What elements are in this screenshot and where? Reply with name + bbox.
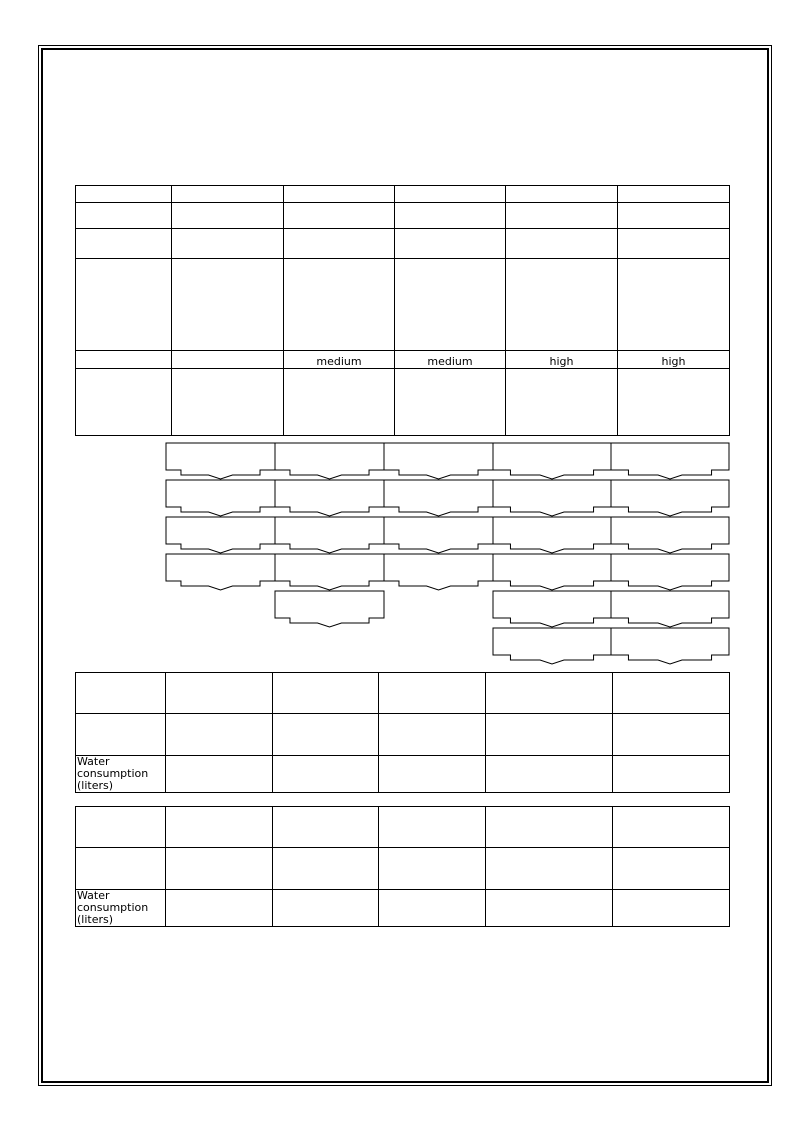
flow-step-arrow-box: [166, 443, 275, 479]
results-table-1: [75, 672, 730, 793]
flow-step-arrow-box: [493, 517, 611, 553]
table-cell: medium: [395, 351, 506, 369]
flow-step-arrow-box: [275, 591, 384, 627]
table-cell: [613, 848, 730, 890]
table-cell: [379, 848, 486, 890]
flow-step-arrow-box: [493, 554, 611, 590]
flow-step-arrow-box: [166, 480, 275, 516]
table-cell: [273, 848, 379, 890]
table-cell: [486, 807, 613, 848]
table-row: [76, 756, 730, 793]
table-cell: [486, 848, 613, 890]
table-cell: [379, 714, 486, 756]
table-cell: [379, 756, 486, 793]
table-cell: [613, 890, 730, 927]
table-row: [76, 714, 730, 756]
results-table-2: [75, 806, 730, 927]
flow-step-arrow-box: [611, 554, 729, 590]
table-cell: [486, 673, 613, 714]
table-cell: [166, 673, 273, 714]
table-row: [76, 807, 730, 848]
table-cell: [379, 890, 486, 927]
flow-step-arrow-box: [611, 591, 729, 627]
table-cell: high: [618, 351, 730, 369]
table-cell: [76, 673, 166, 714]
flow-step-arrow-box: [493, 443, 611, 479]
table-cell: [76, 807, 166, 848]
table-cell: [486, 890, 613, 927]
flow-step-arrow-box: [166, 554, 275, 590]
table-cell: [613, 756, 730, 793]
flow-step-arrow-box: [384, 517, 493, 553]
flow-step-arrow-box: [166, 517, 275, 553]
table-cell: [486, 756, 613, 793]
flow-step-arrow-box: [493, 591, 611, 627]
table-cell: [166, 756, 273, 793]
flow-step-arrow-box: [275, 443, 384, 479]
flow-step-arrow-box: [493, 628, 611, 664]
water-consumption-label: Water consumption (liters): [76, 890, 166, 927]
water-consumption-label: Water consumption (liters): [76, 756, 166, 793]
flow-step-arrow-box: [275, 517, 384, 553]
table-row: [76, 673, 730, 714]
table-row: [76, 890, 730, 927]
flow-step-arrow-box: [611, 443, 729, 479]
table-cell: [379, 673, 486, 714]
table-cell: [76, 714, 166, 756]
table-cell: [613, 673, 730, 714]
table-row: [76, 848, 730, 890]
table-cell: [273, 756, 379, 793]
flow-step-arrow-box: [384, 480, 493, 516]
flow-step-arrow-box: [611, 628, 729, 664]
table-cell: [613, 714, 730, 756]
table-cell: [273, 673, 379, 714]
table-cell: [76, 848, 166, 890]
table-cell: [273, 714, 379, 756]
table-cell: [486, 714, 613, 756]
flow-step-arrow-box: [384, 443, 493, 479]
table-cell: [379, 807, 486, 848]
table-cell: [166, 848, 273, 890]
table-cell: [613, 807, 730, 848]
table-cell: high: [506, 351, 618, 369]
table-cell: medium: [284, 351, 395, 369]
flow-step-arrow-box: [611, 480, 729, 516]
table-cell: [166, 807, 273, 848]
flow-step-arrow-box: [275, 480, 384, 516]
flow-step-arrow-box: [493, 480, 611, 516]
table-cell: [273, 807, 379, 848]
flow-step-arrow-box: [611, 517, 729, 553]
table-cell: [166, 714, 273, 756]
table-cell: [166, 890, 273, 927]
table-cell: [273, 890, 379, 927]
flow-step-arrow-box: [384, 554, 493, 590]
flow-step-arrow-box: [275, 554, 384, 590]
